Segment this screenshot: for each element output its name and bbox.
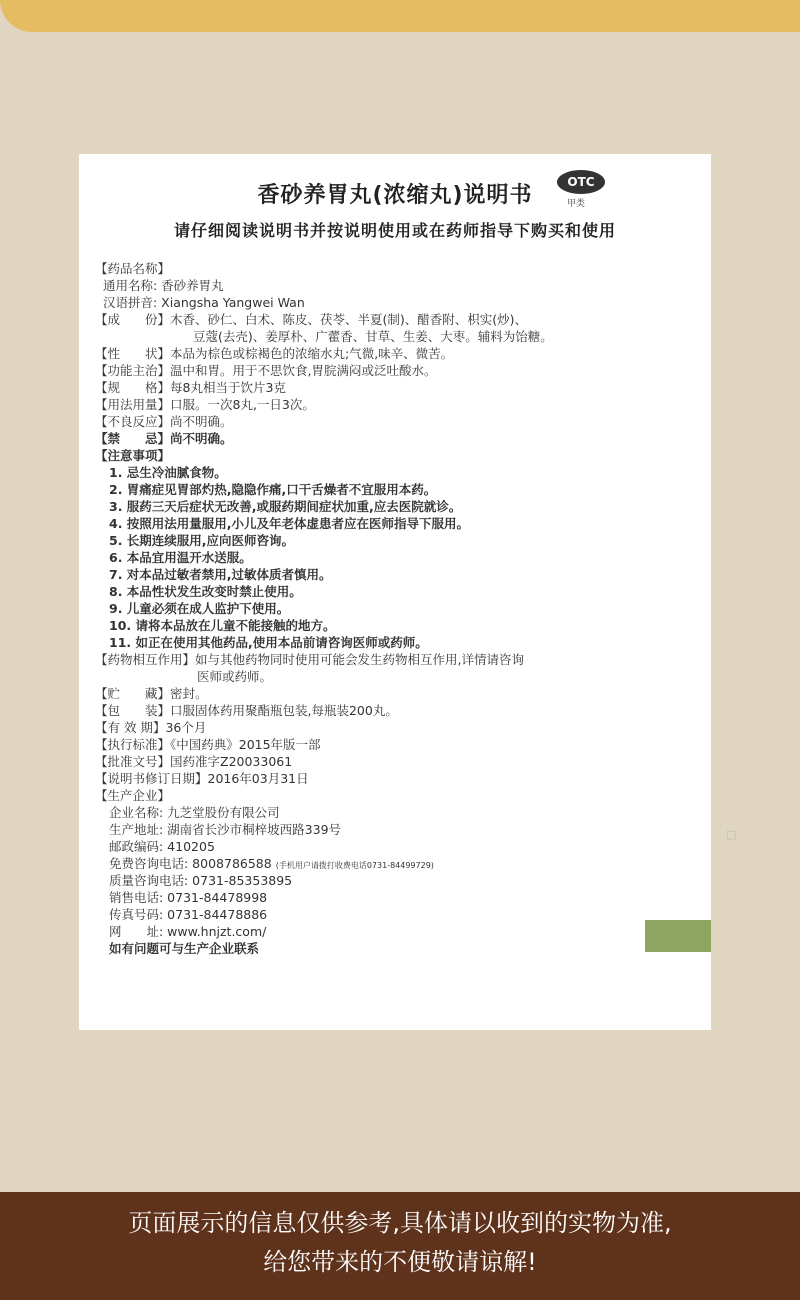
package-line: 【包 装】口服固体药用聚酯瓶包装,每瓶装200丸。 [95, 703, 398, 718]
description-line: 【性 状】本品为棕色或棕褐色的浓缩水丸;气微,味辛、微苦。 [95, 346, 454, 361]
instruction-sheet [79, 154, 737, 1030]
contact-note: 如有问题可与生产企业联系 [109, 941, 260, 956]
sheet-subtitle: 请仔细阅读说明书并按说明使用或在药师指导下购买和使用 [173, 221, 616, 240]
standard-line: 【执行标准】《中国药典》2015年版一部 [95, 737, 321, 752]
drug-interactions-line: 【药物相互作用】如与其他药物同时使用可能会发生药物相互作用,详情请咨询 [95, 652, 524, 667]
company-name: 企业名称: 九芝堂股份有限公司 [109, 805, 280, 820]
otc-badge: OTC [557, 170, 605, 194]
sales-phone: 销售电话: 0731-84478998 [109, 890, 268, 905]
sheet-title: 香砂养胃丸(浓缩丸)说明书 [257, 183, 533, 208]
disclaimer-line-2: 给您带来的不便敬请谅解! [263, 1248, 537, 1276]
ingredients-continued: 豆蔻(去壳)、姜厚朴、广藿香、甘草、生姜、大枣。辅料为饴糖。 [193, 329, 553, 344]
precaution-item: 4. 按照用法用量服用,小儿及年老体虚患者应在医师指导下服用。 [109, 516, 470, 531]
precaution-item: 9. 儿童必须在成人监护下使用。 [109, 601, 290, 616]
precautions-header: 【注意事项】 [95, 448, 171, 463]
precaution-item: 5. 长期连续服用,应向医师咨询。 [109, 533, 295, 548]
manufacturer-header: 【生产企业】 [95, 788, 171, 803]
precaution-item: 1. 忌生冷油腻食物。 [109, 465, 227, 480]
specification-line: 【规 格】每8丸相当于饮片3克 [95, 380, 286, 395]
expiry-line: 【有 效 期】36个月 [95, 720, 207, 735]
precaution-item: 2. 胃痛症见胃部灼热,隐隐作痛,口干舌燥者不宜服用本药。 [109, 482, 437, 497]
disclaimer-footer [0, 1192, 800, 1300]
side-tab-decor [645, 920, 711, 952]
free-hotline [95, 855, 695, 872]
revision-date-line: 【说明书修订日期】2016年03月31日 [95, 771, 309, 786]
free-hotline-text: 免费咨询电话: 8008786588 [109, 856, 272, 871]
pinyin-name: 汉语拼音: Xiangsha Yangwei Wan [103, 295, 305, 310]
approval-number-line: 【批准文号】国药准字Z20033061 [95, 754, 293, 769]
drug-interactions-continued: 医师或药师。 [197, 669, 273, 684]
top-decor-band [0, 0, 800, 32]
precaution-item: 3. 服药三天后症状无改善,或服药期间症状加重,应去医院就诊。 [109, 499, 462, 514]
precaution-item: 11. 如正在使用其他药品,使用本品前请咨询医师或药师。 [109, 635, 428, 650]
mobile-hotline-note: (手机用户请拨打收费电话0731-84499729) [275, 861, 434, 870]
storage-line: 【贮 藏】密封。 [95, 686, 208, 701]
indications-line: 【功能主治】温中和胃。用于不思饮食,胃脘满闷或泛吐酸水。 [95, 363, 437, 378]
company-address: 生产地址: 湖南省长沙市桐梓坡西路339号 [109, 822, 342, 837]
otc-category: 甲类 [567, 199, 586, 209]
generic-name: 通用名称: 香砂养胃丸 [103, 278, 224, 293]
quality-hotline: 质量咨询电话: 0731-85353895 [109, 873, 293, 888]
precaution-item: 7. 对本品过敏者禁用,过敏体质者慎用。 [109, 567, 332, 582]
fax-number: 传真号码: 0731-84478886 [109, 907, 268, 922]
adverse-reactions-line: 【不良反应】尚不明确。 [95, 414, 233, 429]
scan-mark-icon: □ [726, 828, 737, 841]
sheet-body [95, 260, 695, 957]
precaution-item: 10. 请将本品放在儿童不能接触的地方。 [109, 618, 336, 633]
ingredients-line: 【成 份】木香、砂仁、白术、陈皮、茯苓、半夏(制)、醋香附、枳实(炒)、 [95, 312, 528, 327]
precaution-item: 8. 本品性状发生改变时禁止使用。 [109, 584, 302, 599]
website: 网 址: www.hnjzt.com/ [109, 924, 267, 939]
precaution-item: 6. 本品宜用温开水送服。 [109, 550, 252, 565]
contraindications-line: 【禁 忌】尚不明确。 [95, 431, 233, 446]
disclaimer-line-1: 页面展示的信息仅供参考,具体请以收到的实物为准, [128, 1209, 672, 1237]
dosage-line: 【用法用量】口服。一次8丸,一日3次。 [95, 397, 315, 412]
postal-code: 邮政编码: 410205 [109, 839, 215, 854]
section-header: 【药品名称】 [95, 261, 171, 276]
